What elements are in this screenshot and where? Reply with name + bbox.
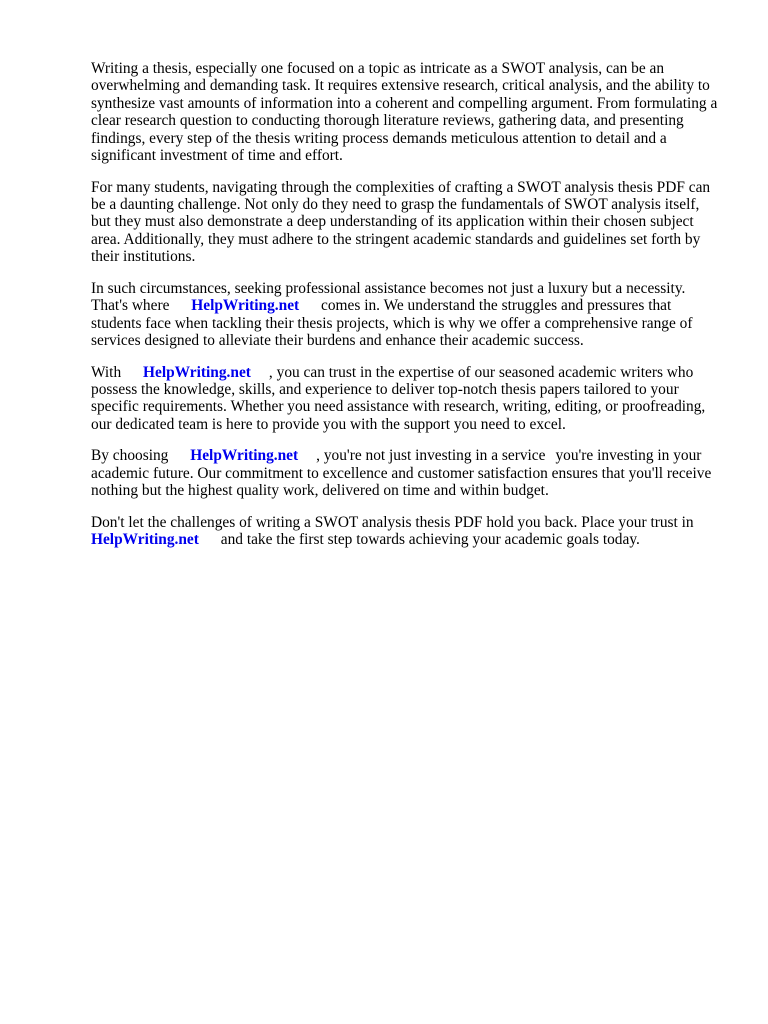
paragraph-4-text-after: , you can trust in the expertise of our seasoned academic writers who possess the knowledge, skills, and experience to deliver top-notch thesis papers tailored to your specific requirements. Whether you need assistance with research, writing, editing, or proofreading, our dedicated team is here to provide you with the support you need to excel.: [91, 363, 706, 433]
helpwriting-link-4[interactable]: HelpWriting.net: [91, 531, 199, 549]
paragraph-2: [91, 179, 721, 266]
paragraph-6-text-before: Don't let the challenges of writing a SWOT analysis thesis PDF hold you back. Place your trust in: [91, 513, 694, 531]
paragraph-5-text-after: you're investing in your academic future. Our commitment to excellence and customer satisfaction ensures that you'll receive nothing but the highest quality work, delivered on time and within budget.: [91, 447, 712, 500]
paragraph-3: [91, 280, 721, 350]
paragraph-5-text-mid: , you're not just investing in a service: [316, 447, 546, 465]
paragraph-6: [91, 514, 721, 549]
helpwriting-link-3[interactable]: HelpWriting.net: [190, 447, 299, 465]
paragraph-6-text-after: and take the first step towards achieving your academic goals today.: [220, 531, 640, 549]
paragraph-2-text: For many students, navigating through the complexities of crafting a SWOT analysis thesis PDF can be a daunting challenge. Not only do they need to grasp the fundamentals of SWOT analysis itself, but they must also demonstrate a deep understanding of its application within their chosen subject area. Additionally, they must adhere to the stringent academic standards and guidelines set forth by their institutions.: [91, 178, 711, 266]
paragraph-1-text: Writing a thesis, especially one focused on a topic as intricate as a SWOT analysis, can be an overwhelming and demanding task. It requires extensive research, critical analysis, and the ability to synthesize vast amounts of information into a coherent and compelling argument. From formulating a clear research question to conducting thorough literature reviews, gathering data, and presenting findings, every step of the thesis writing process demands meticulous attention to detail and a significant investment of time and effort.: [91, 60, 718, 165]
paragraph-5: [91, 447, 721, 499]
paragraph-3-text-before: In such circumstances, seeking professional assistance becomes not just a luxury but a necessity. That's where: [91, 279, 686, 315]
helpwriting-link-1[interactable]: HelpWriting.net: [191, 297, 300, 315]
paragraph-1: [91, 60, 721, 164]
paragraph-5-text-before: By choosing: [91, 447, 169, 465]
paragraph-4: [91, 364, 721, 434]
paragraph-4-text-before: With: [91, 363, 122, 381]
helpwriting-link-2[interactable]: HelpWriting.net: [143, 363, 251, 381]
paragraph-3-text-after: comes in. We understand the struggles and pressures that students face when tackling their thesis projects, which is why we offer a comprehensive range of services designed to alleviate their burdens and enhance their academic success.: [91, 297, 693, 350]
